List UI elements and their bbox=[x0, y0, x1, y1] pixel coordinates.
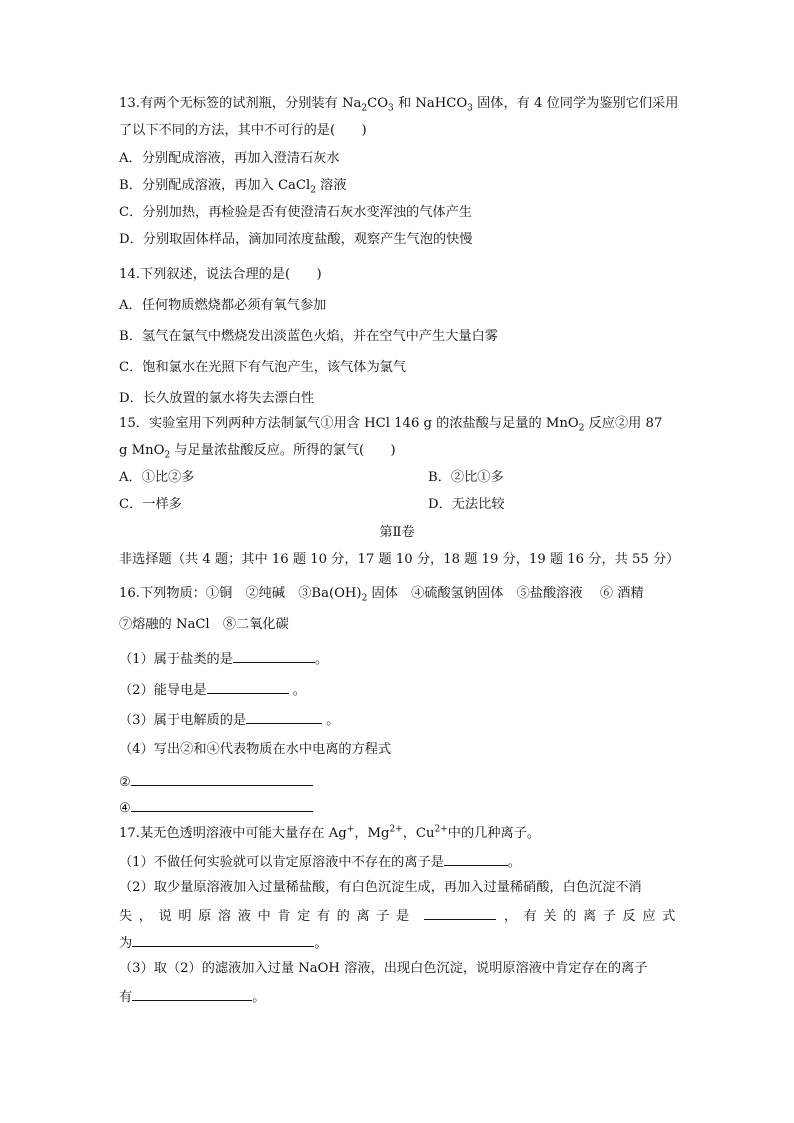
equation-label: ④ bbox=[119, 801, 131, 816]
question-text: 为 bbox=[119, 936, 133, 951]
q17-stem-text: 中的几种离子。 bbox=[447, 826, 541, 841]
q14-option-a: A．任何物质燃烧都必须有氧气参加 bbox=[119, 298, 327, 313]
q16-stem-line2: ⑦熔融的 NaCl ⑧二氧化碳 bbox=[119, 617, 289, 632]
q15-option-d: D．无法比较 bbox=[428, 497, 505, 512]
equation-label: ② bbox=[119, 775, 131, 790]
q13-option-b bbox=[119, 176, 347, 196]
answer-blank[interactable] bbox=[424, 905, 496, 920]
q13-option-a: A．分别配成溶液，再加入澄清石灰水 bbox=[119, 151, 340, 166]
superscript: 2+ bbox=[434, 824, 448, 835]
q14-option-d: D．长久放置的氯水将失去漂白性 bbox=[119, 391, 315, 406]
subscript: 2 bbox=[164, 450, 171, 461]
q17-part-1 bbox=[119, 851, 521, 871]
q17-stem bbox=[119, 824, 540, 844]
q15-stem-text: 15．实验室用下列两种方法制氯气①用含 HCl 146 g 的浓盐酸与足量的 MnO bbox=[119, 416, 579, 431]
q15-option-c: C．一样多 bbox=[119, 497, 182, 512]
section-description: 非选择题（共 4 题；其中 16 题 10 分，17 题 10 分，18 题 19 分，19 题 16 分，共 55 分） bbox=[119, 552, 680, 567]
punctuation: 。 bbox=[314, 936, 328, 951]
punctuation: 。 bbox=[322, 713, 340, 728]
q15-stem-text: 与足量浓盐酸反应。所得的氯气( ) bbox=[170, 443, 396, 458]
punctuation: 。 bbox=[507, 855, 522, 870]
formula-text: CO bbox=[367, 96, 389, 111]
punctuation: 。 bbox=[252, 990, 266, 1005]
q17-part-3-line1: （3）取（2）的滤液加入过量 NaOH 溶液，出现白色沉淀，说明原溶液中肯定存在的离子 bbox=[119, 961, 648, 976]
subscript: 2 bbox=[361, 103, 368, 114]
q17-part-2-line3 bbox=[119, 932, 327, 952]
q17-part-2-line2 bbox=[119, 905, 682, 925]
option-text: 溶液 bbox=[315, 178, 347, 193]
subscript: 2 bbox=[361, 593, 368, 604]
question-text: 有 bbox=[119, 990, 133, 1005]
answer-blank[interactable] bbox=[132, 986, 252, 1001]
q17-stem-text: ，Mg bbox=[354, 826, 390, 841]
q17-part-2-line1: （2）取少量原溶液加入过量稀盐酸，有白色沉淀生成，再加入过量稀硝酸，白色沉淀不消 bbox=[119, 880, 642, 895]
q16-equation-2 bbox=[119, 771, 313, 791]
section-title: 第Ⅱ卷 bbox=[379, 525, 415, 540]
q16-stem-text: 16.下列物质：①铜 ②纯碱 ③Ba(OH) bbox=[119, 586, 362, 601]
q14-stem: 14.下列叙述，说法合理的是( ) bbox=[119, 267, 322, 282]
superscript: + bbox=[346, 824, 355, 835]
q16-part-2 bbox=[119, 679, 306, 699]
punctuation: 。 bbox=[288, 683, 306, 698]
q15-option-a: A．①比②多 bbox=[119, 470, 195, 485]
answer-blank[interactable] bbox=[131, 771, 313, 786]
question-text: （3）属于电解质的是 bbox=[119, 713, 247, 728]
answer-blank[interactable] bbox=[444, 851, 508, 866]
superscript: 2+ bbox=[389, 824, 403, 835]
q13-stem-text: 固体，有 4 位同学为鉴别它们采用 bbox=[472, 96, 679, 111]
q16-equation-4 bbox=[119, 797, 313, 817]
q16-stem-line1 bbox=[119, 584, 644, 604]
answer-blank[interactable] bbox=[207, 679, 289, 694]
punctuation: 。 bbox=[314, 652, 329, 667]
question-text: （1）属于盐类的是 bbox=[119, 652, 233, 667]
question-text: （2）能导电是 bbox=[119, 683, 207, 698]
q16-part-1 bbox=[119, 648, 328, 668]
q17-stem-text: ，Cu bbox=[402, 826, 435, 841]
q17-stem-text: 17.某无色透明溶液中可能大量存在 Ag bbox=[119, 826, 347, 841]
q15-stem-text: g MnO bbox=[119, 443, 165, 458]
q15-stem-line1 bbox=[119, 414, 662, 434]
q15-stem-text: 反应②用 87 bbox=[584, 416, 663, 431]
answer-blank[interactable] bbox=[132, 932, 314, 947]
answer-blank[interactable] bbox=[233, 648, 315, 663]
q14-option-c: C．饱和氯水在光照下有气泡产生，该气体为氯气 bbox=[119, 360, 407, 375]
subscript: 3 bbox=[467, 103, 473, 114]
q13-option-c: C．分别加热，再检验是否有使澄清石灰水变浑浊的气体产生 bbox=[119, 205, 472, 220]
q13-stem-text: 13.有两个无标签的试剂瓶，分别装有 Na bbox=[119, 96, 362, 111]
formula-text: 和 NaHCO bbox=[393, 96, 468, 111]
q13-stem-line2: 了以下不同的方法，其中不可行的是( ) bbox=[119, 123, 367, 138]
q16-stem-text: 固体 ④硫酸氢钠固体 ⑤盐酸溶液 ⑥ 酒精 bbox=[367, 586, 644, 601]
subscript: 2 bbox=[578, 423, 585, 434]
q15-option-b: B．②比①多 bbox=[428, 470, 504, 485]
subscript: 2 bbox=[310, 185, 316, 196]
q13-stem-line1 bbox=[119, 94, 678, 114]
question-text: ，有关的离子反应式 bbox=[503, 909, 682, 924]
q14-option-b: B．氢气在氯气中燃烧发出淡蓝色火焰，并在空气中产生大量白雾 bbox=[119, 329, 498, 344]
answer-blank[interactable] bbox=[246, 709, 322, 724]
q13-option-d: D．分别取固体样品，滴加同浓度盐酸，观察产生气泡的快慢 bbox=[119, 232, 473, 247]
q15-stem-line2 bbox=[119, 441, 396, 461]
option-text: B．分别配成溶液，再加入 CaCl bbox=[119, 178, 311, 193]
question-text: （1）不做任何实验就可以肯定原溶液中不存在的离子是 bbox=[119, 855, 444, 870]
q17-part-3-line2 bbox=[119, 986, 265, 1006]
question-text: 失，说明原溶液中肯定有的离子是 bbox=[119, 909, 416, 924]
subscript: 3 bbox=[388, 103, 394, 114]
q16-part-4: （4）写出②和④代表物质在水中电离的方程式 bbox=[119, 742, 392, 757]
answer-blank[interactable] bbox=[131, 797, 313, 812]
q16-part-3 bbox=[119, 709, 339, 729]
